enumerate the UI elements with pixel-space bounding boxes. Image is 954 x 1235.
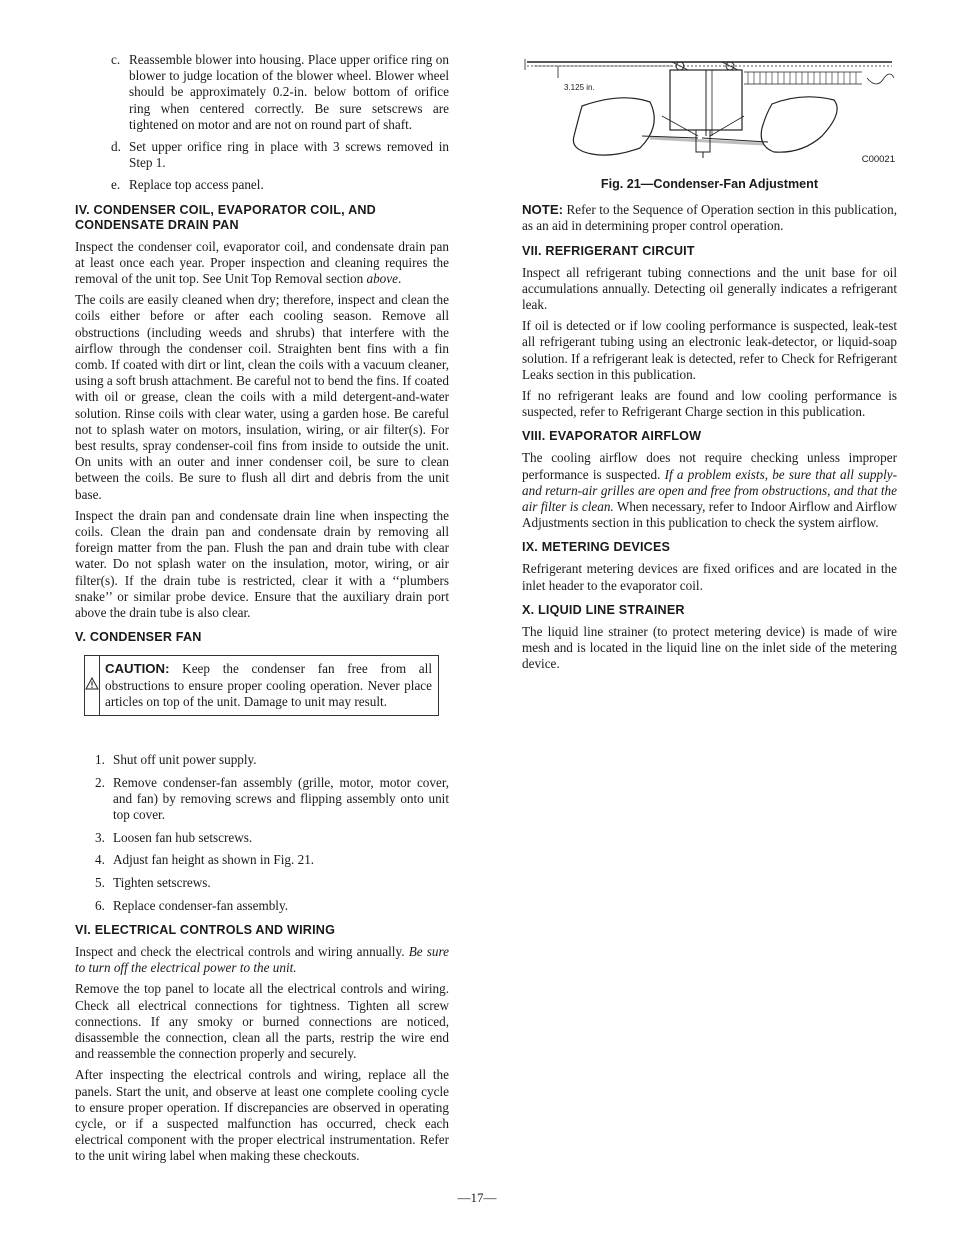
figure-code: C00021 [861,153,895,165]
paragraph: Inspect the drain pan and condensate drain line when inspecting the coils. Clean the drain pan and condensate drain by removing all foreign matter from the pan. Flush the pan and drain tube with clear water. Do not splash water on the insulation, motor, wiring, or air filter(s). If the drain tube is restricted, clear it with a ‘‘plumbers snake’’ or similar probe device. Ensure that the auxiliary drain port above the drain tube is also clear. [75,507,449,621]
list-item: e. Replace top access panel. [111,177,264,193]
list-item: 3. Loosen fan hub setscrews. [95,829,253,845]
step-sublist [111,52,449,194]
caution-text: CAUTION: Keep the condenser fan free from all obstructions to ensure proper cooling operation. Never place articles on top of the unit. Damage to unit may result. [105,661,432,709]
list-item: 6. Replace condenser-fan assembly. [95,897,289,913]
section-heading-condenser-coil: IV. CONDENSER COIL, EVAPORATOR COIL, AND CONDENSATE DRAIN PAN [75,202,376,232]
section-heading-refrigerant-circuit: VII. REFRIGERANT CIRCUIT [522,243,695,258]
paragraph: If no refrigerant leaks are found and low cooling performance is suspected, refer to Refrigerant Charge section in this publication. [522,388,897,420]
caution-box [84,655,439,716]
condenser-fan-diagram [522,56,897,161]
list-item: 1. Shut off unit power supply. [95,751,257,767]
paragraph: Remove the top panel to locate all the electrical controls and wiring. Check all electrical connections for tightness. Tighten all screw connections. If any smoky or burned connections are noticed, disassemble the connection, clean all the parts, restrip the wire end and reassemble the connection properly and securely. [75,981,449,1062]
paragraph: The liquid line strainer (to protect metering device) is made of wire mesh and is located in the liquid line on the inlet side of the metering device. [522,623,897,672]
condenser-fan-figure [522,56,897,174]
section-heading-condenser-fan: V. CONDENSER FAN [75,630,202,645]
section-heading-liquid-line-strainer: X. LIQUID LINE STRAINER [522,602,685,617]
paragraph: After inspecting the electrical controls and wiring, replace all the panels. Start the unit, and observe at least one complete cooling cycle to ensure proper operation. If discrepancies are observed in operating cycle, or if a suspected malfunction has occurred, check each electrical component with the proper electrical instrumentation. Refer to the unit wiring label when making these checkouts. [75,1067,449,1164]
note-paragraph: NOTE: Refer to the Sequence of Operation section in this publication, as an aid in determining proper control operation. [522,202,897,234]
condenser-fan-steps [95,752,449,914]
page-number: —17— [457,1190,497,1205]
warning-triangle-icon [85,677,99,694]
paragraph: The coils are easily cleaned when dry; therefore, inspect and clean the coils either before or after each cooling season. Remove all obstructions (including weeds and shrubs) that interfere with the airflow through the condenser coil. Straighten bent fins with a fin comb. If coated with dirt or lint, clean the coils with a vacuum cleaner, using a soft brush attachment. Be careful not to bend the fins. If coated with oil or grease, clean the coils with a mild detergent-and-water solution. Rinse coils with clear water, using a garden hose. Be careful not to splash water on motors, insulation, wiring, or air filter(s). For best results, spray condenser-coil fins from inside to outside the unit. On units with an outer and inner condenser coil, be sure to clean between the coils. Be sure to flush all dirt and debris from the unit base. [75,292,449,502]
figure-dimension-label: 3.125 in. [564,83,595,92]
list-item: 5. Tighten setscrews. [95,875,211,891]
right-column [522,56,897,677]
paragraph: Inspect and check the electrical controls and wiring annually. Be sure to turn off the electrical power to the unit. [75,944,449,976]
section-heading-electrical: VI. ELECTRICAL CONTROLS AND WIRING [75,923,336,938]
paragraph: The cooling airflow does not require checking unless improper performance is suspected. If a problem exists, be sure that all supply- and return-air grilles are open and free from obstructions, and that the air filter is clean. When necessary, refer to Indoor Airflow and Airflow Adjustments section in this publication to check the system airflow. [522,450,897,531]
paragraph: Refrigerant metering devices are fixed orifices and are located in the inlet header to the evaporator coil. [522,561,897,593]
paragraph: If oil is detected or if low cooling performance is suspected, leak-test all refrigerant tubing using an electronic leak-detector, or liquid-soap solution. If a refrigerant leak is detected, refer to Check for Refrigerant Leaks section in this publication. [522,318,897,382]
list-item: 2. Remove condenser-fan assembly (grille, motor, motor cover, and fan) by removing screws and flipping assembly onto unit top cover. [95,774,449,823]
left-column [75,52,449,1170]
paragraph: Inspect the condenser coil, evaporator coil, and condensate drain pan at least once each year. Proper inspection and cleaning requires the removal of the unit top. See Unit Top Removal section above. [75,238,449,287]
section-heading-metering-devices: IX. METERING DEVICES [522,540,671,555]
figure-caption: Fig. 21—Condenser-Fan Adjustment [600,177,819,191]
list-item: 4. Adjust fan height as shown in Fig. 21. [95,852,315,868]
list-item: d. Set upper orifice ring in place with 3 screws removed in Step 1. [111,139,449,171]
section-heading-evaporator-airflow: VIII. EVAPORATOR AIRFLOW [522,429,702,444]
paragraph: Inspect all refrigerant tubing connections and the unit base for oil accumulations annually. Detecting oil generally indicates a refrigerant leak. [522,264,897,313]
list-item: c. Reassemble blower into housing. Place upper orifice ring on blower to judge location of the blower wheel. Blower wheel should be approximately 0.2-in. below bottom of orifice ring when centered correctly. Be sure setscrews are tightened on motor and are not on round part of shaft. [111,52,449,132]
